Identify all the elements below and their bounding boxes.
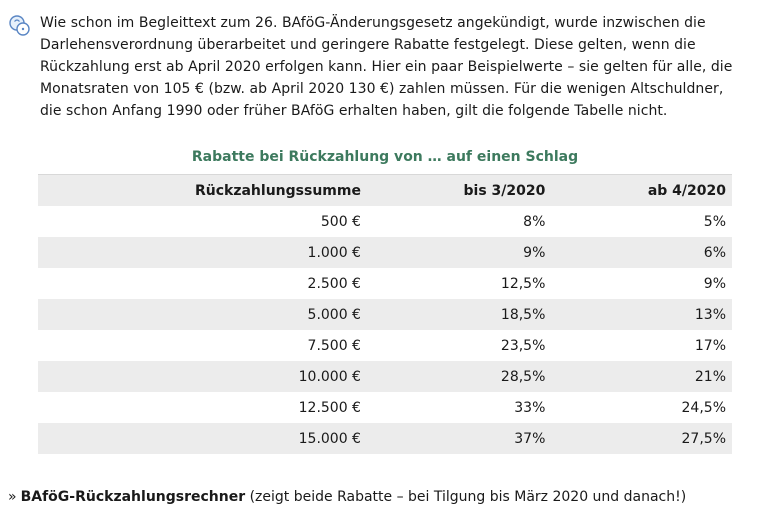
- cell-bis-3-2020: 37%: [514, 430, 546, 447]
- cell-ab-4-2020: 5%: [703, 213, 726, 230]
- rechner-link-description: (zeigt beide Rabatte – bei Tilgung bis März 2020 und danach!): [249, 489, 687, 505]
- table-row: [38, 299, 732, 330]
- cell-ab-4-2020: 13%: [694, 306, 726, 323]
- table-row: [38, 330, 732, 361]
- header-ab-4-2020: ab 4/2020: [551, 175, 732, 207]
- cell-bis-3-2020: 9%: [523, 244, 546, 261]
- cell-sum: 500 €: [320, 213, 361, 230]
- table-header-row: [38, 175, 732, 207]
- cell-sum: 12.500 €: [298, 399, 361, 416]
- cell-sum: 7.500 €: [307, 337, 361, 354]
- intro-paragraph: [8, 12, 748, 122]
- table-row: [38, 237, 732, 268]
- rueckzahlungsrechner-link[interactable]: BAföG-Rückzahlungsrechner: [20, 489, 246, 505]
- cell-bis-3-2020: 33%: [514, 399, 546, 416]
- table-row: [38, 423, 732, 454]
- cell-ab-4-2020: 21%: [694, 368, 726, 385]
- table-title: Rabatte bei Rückzahlung von … auf einen Schlag: [191, 149, 579, 165]
- cell-bis-3-2020: 23,5%: [500, 337, 546, 354]
- table-row: [38, 268, 732, 299]
- cell-ab-4-2020: 24,5%: [681, 399, 726, 416]
- cell-ab-4-2020: 17%: [694, 337, 726, 354]
- cell-sum: 5.000 €: [307, 306, 361, 323]
- cell-ab-4-2020: 27,5%: [681, 430, 726, 447]
- header-bis-3-2020: bis 3/2020: [367, 175, 551, 207]
- chevron-right-icon: »: [8, 489, 17, 505]
- cell-sum: 15.000 €: [298, 430, 361, 447]
- rabatt-table: [38, 174, 732, 454]
- help-bubbles-icon: [8, 14, 32, 38]
- rechner-link-line: [8, 486, 686, 508]
- table-row: [38, 206, 732, 237]
- cell-sum: 1.000 €: [307, 244, 361, 261]
- cell-ab-4-2020: 6%: [703, 244, 726, 261]
- cell-bis-3-2020: 18,5%: [500, 306, 546, 323]
- cell-sum: 2.500 €: [307, 275, 361, 292]
- table-row: [38, 392, 732, 423]
- cell-ab-4-2020: 9%: [703, 275, 726, 292]
- cell-bis-3-2020: 12,5%: [500, 275, 546, 292]
- header-rueckzahlungssumme: Rückzahlungssumme: [38, 175, 367, 207]
- intro-text: Wie schon im Begleittext zum 26. BAföG-Änderungsgesetz angekündigt, wurde inzwischen die Darlehensverordnung überarbeitet und geringere Rabatte festgelegt. Diese gelten, wenn die Rückzahlung erst ab April 2020 erfolgen kann. Hier ein paar Beispielwerte – sie gelten für alle, die Monatsraten von 105 € (bzw. ab April 2020 130 €) zahlen müssen. Für die wenigen Altschuldner, die schon Anfang 1990 oder früher BAföG erhalten haben, gilt die folgende Tabelle nicht.: [40, 15, 733, 119]
- table-row: [38, 361, 732, 392]
- cell-sum: 10.000 €: [298, 368, 361, 385]
- cell-bis-3-2020: 28,5%: [500, 368, 546, 385]
- cell-bis-3-2020: 8%: [523, 213, 546, 230]
